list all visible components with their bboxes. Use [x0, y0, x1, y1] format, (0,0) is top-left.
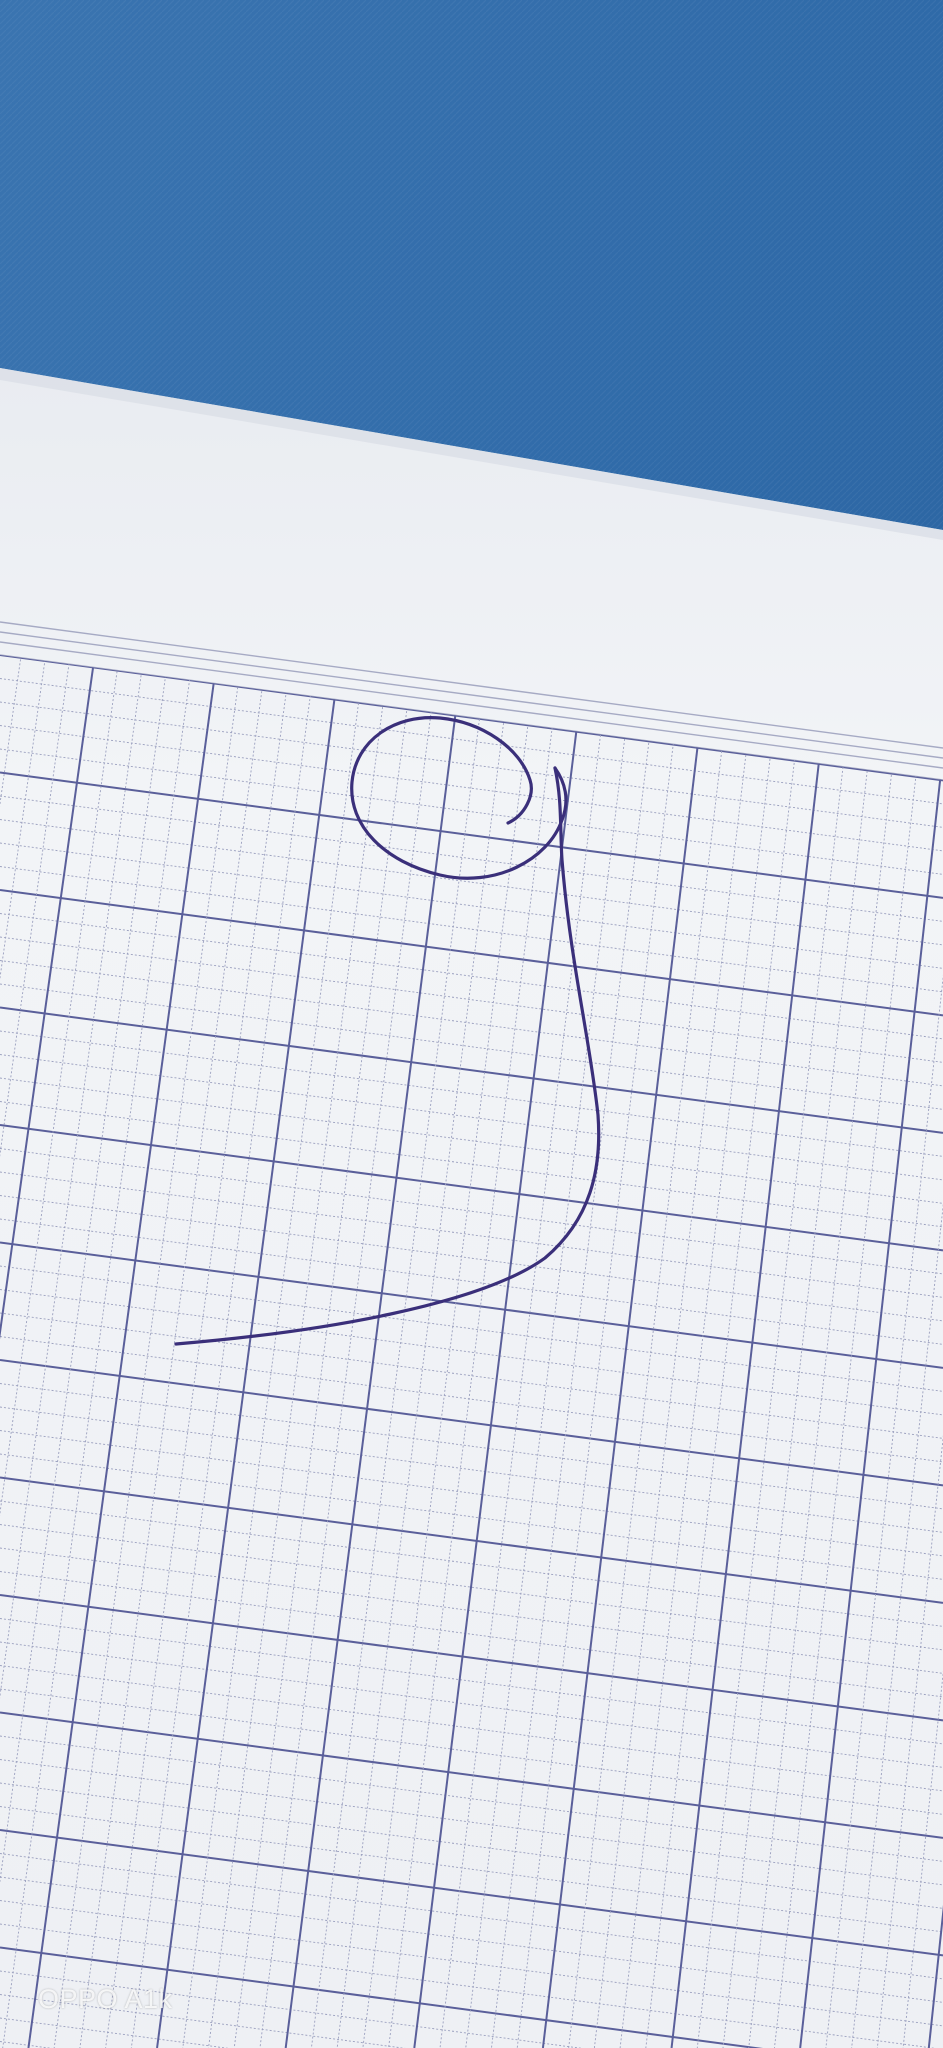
camera-watermark: OPPO A1k	[38, 1984, 173, 2014]
